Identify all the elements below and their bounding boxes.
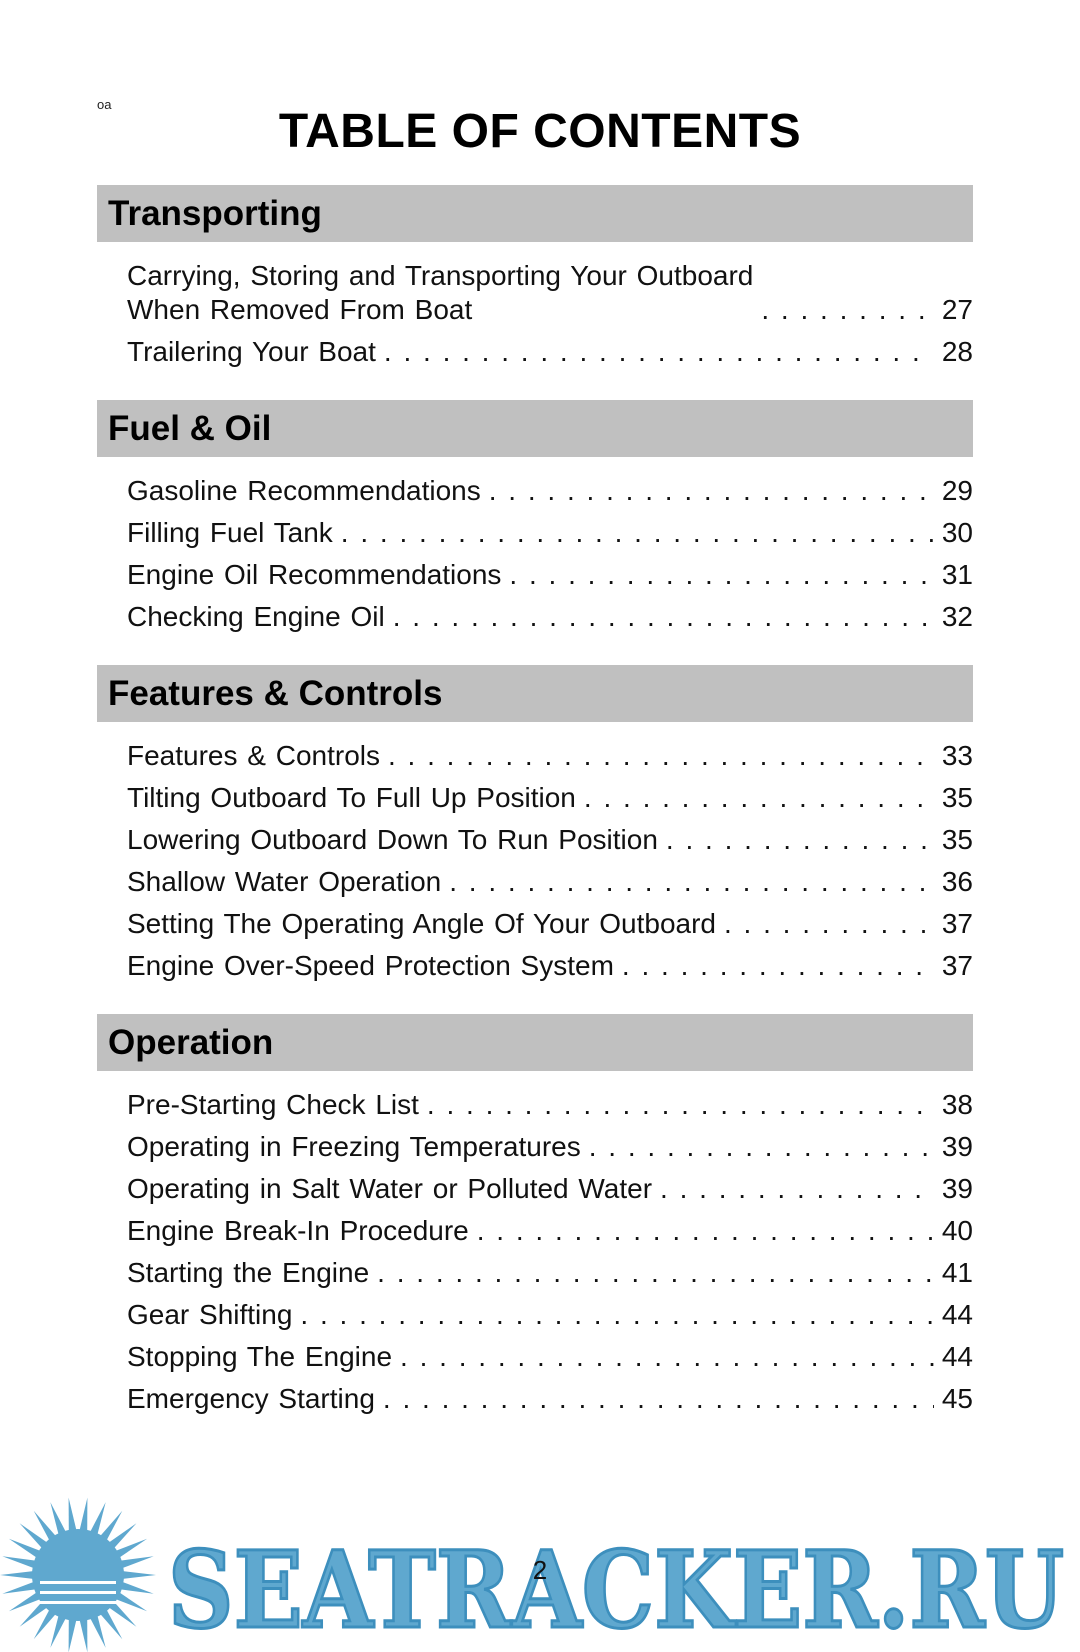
dot-leader [622, 949, 934, 983]
dot-leader [300, 1298, 933, 1332]
sun-water-line [40, 1601, 116, 1604]
toc-entry[interactable] [127, 259, 973, 327]
toc-entry-page: 40 [941, 1215, 973, 1246]
page-number: 2 [532, 1555, 548, 1585]
sun-ray [79, 1618, 87, 1652]
toc-entry-page: 41 [941, 1257, 973, 1288]
toc-entry-page: 31 [941, 559, 973, 590]
dot-leader [589, 1130, 934, 1164]
dot-leader [449, 865, 934, 899]
toc-entry-label: Pre-Starting Check List [127, 1089, 419, 1120]
toc-entry[interactable] [127, 600, 973, 634]
toc-entry[interactable] [127, 1214, 973, 1248]
section-heading: Transporting [97, 185, 973, 242]
watermark-text: SEATRACKER.RU [168, 1527, 1064, 1652]
toc-entry-page: 29 [941, 475, 973, 506]
toc-entry-page: 39 [941, 1173, 973, 1204]
toc-entry-page: 33 [941, 740, 973, 771]
toc-entry-page: 37 [941, 908, 973, 939]
toc-entry-label: Trailering Your Boat [127, 336, 376, 367]
dot-leader [509, 558, 933, 592]
sun-ray [69, 1498, 77, 1532]
dot-leader [400, 1340, 934, 1374]
toc-entry-page: 38 [941, 1089, 973, 1120]
toc-entry-page: 39 [941, 1131, 973, 1162]
toc-entry-page: 44 [941, 1299, 973, 1330]
toc-entry-page: 36 [941, 866, 973, 897]
toc-entry[interactable] [127, 1298, 973, 1332]
toc-entry-label: Starting the Engine [127, 1257, 370, 1288]
toc-entry[interactable] [127, 516, 973, 550]
toc-entry-label: Engine Break-In Procedure [127, 1215, 469, 1246]
toc-entry-page: 35 [941, 824, 973, 855]
dot-leader [384, 335, 934, 369]
toc-entry[interactable] [127, 865, 973, 899]
toc-entry[interactable] [127, 1088, 973, 1122]
dot-leader [388, 739, 934, 773]
toc-entry-label: Checking Engine Oil [127, 601, 385, 632]
dot-leader [393, 600, 934, 634]
section-entries [97, 457, 973, 665]
toc-entry[interactable] [127, 781, 973, 815]
toc-entry[interactable] [127, 558, 973, 592]
section-heading: Operation [97, 1014, 973, 1071]
dot-leader [660, 1172, 934, 1206]
toc-entry-label: Engine Over-Speed Protection System [127, 950, 614, 981]
dot-leader [341, 516, 934, 550]
toc-entry[interactable] [127, 949, 973, 983]
section-entries [97, 242, 973, 400]
dot-leader [584, 781, 934, 815]
toc-entry-page: 35 [941, 782, 973, 813]
toc-entry[interactable] [127, 739, 973, 773]
toc-entry-label: Emergency Starting [127, 1383, 375, 1414]
toc-entry[interactable] [127, 1340, 973, 1374]
toc-entry-page: 32 [941, 601, 973, 632]
toc-entry-label: Tilting Outboard To Full Up Position [127, 782, 576, 813]
toc-entry-label: Gasoline Recommendations [127, 475, 481, 506]
toc-entry-label: Carrying, Storing and Transporting Your Outboard When Removed From Boat [127, 260, 754, 325]
toc-entry-label: Features & Controls [127, 740, 380, 771]
toc-entry-page: 28 [941, 336, 973, 367]
sun-ray [79, 1498, 87, 1532]
toc-entry[interactable] [127, 823, 973, 857]
toc-entry-label: Operating in Freezing Temperatures [127, 1131, 581, 1162]
toc-entry[interactable] [127, 907, 973, 941]
sun-ray [50, 1502, 66, 1535]
dot-leader [377, 1256, 934, 1290]
toc-entry-label: Setting The Operating Angle Of Your Outboard [127, 908, 716, 939]
toc-entry-label: Gear Shifting [127, 1299, 293, 1330]
dot-leader [477, 1214, 934, 1248]
toc-entry[interactable] [127, 1256, 973, 1290]
sun-ray [90, 1615, 106, 1648]
section-heading: Fuel & Oil [97, 400, 973, 457]
dot-leader [427, 1088, 934, 1122]
toc-entry-page: 44 [941, 1341, 973, 1372]
toc-entry[interactable] [127, 1382, 973, 1416]
toc-entry[interactable] [127, 1130, 973, 1164]
section-entries [97, 722, 973, 1014]
section-heading: Features & Controls [97, 665, 973, 722]
toc-entry[interactable] [127, 335, 973, 369]
toc-entry-page: 30 [941, 517, 973, 548]
sun-ray [69, 1618, 77, 1652]
toc-entry-page: 37 [941, 950, 973, 981]
toc-entry-label: Engine Oil Recommendations [127, 559, 502, 590]
toc-entry-label: Stopping The Engine [127, 1341, 393, 1372]
toc-entry-page: 45 [941, 1383, 973, 1414]
toc-entry-page: 27 [941, 294, 973, 325]
corner-mark: oa [97, 97, 112, 112]
toc-entry-label: Shallow Water Operation [127, 866, 442, 897]
section-entries [97, 1071, 973, 1447]
dot-leader [666, 823, 934, 857]
sun-water-line [40, 1591, 116, 1594]
dot-leader [761, 293, 933, 327]
toc-entry-label: Filling Fuel Tank [127, 517, 333, 548]
toc-entry-label: Operating in Salt Water or Polluted Water [127, 1173, 653, 1204]
page-title: TABLE OF CONTENTS [278, 105, 802, 158]
toc-entry-label: Lowering Outboard Down To Run Position [127, 824, 658, 855]
dot-leader [724, 907, 934, 941]
sun-ray [90, 1502, 106, 1535]
dot-leader [383, 1382, 934, 1416]
toc-entry[interactable] [127, 474, 973, 508]
sun-ray [50, 1615, 66, 1648]
toc-entry[interactable] [127, 1172, 973, 1206]
table-of-contents [97, 185, 973, 1447]
dot-leader [489, 474, 934, 508]
